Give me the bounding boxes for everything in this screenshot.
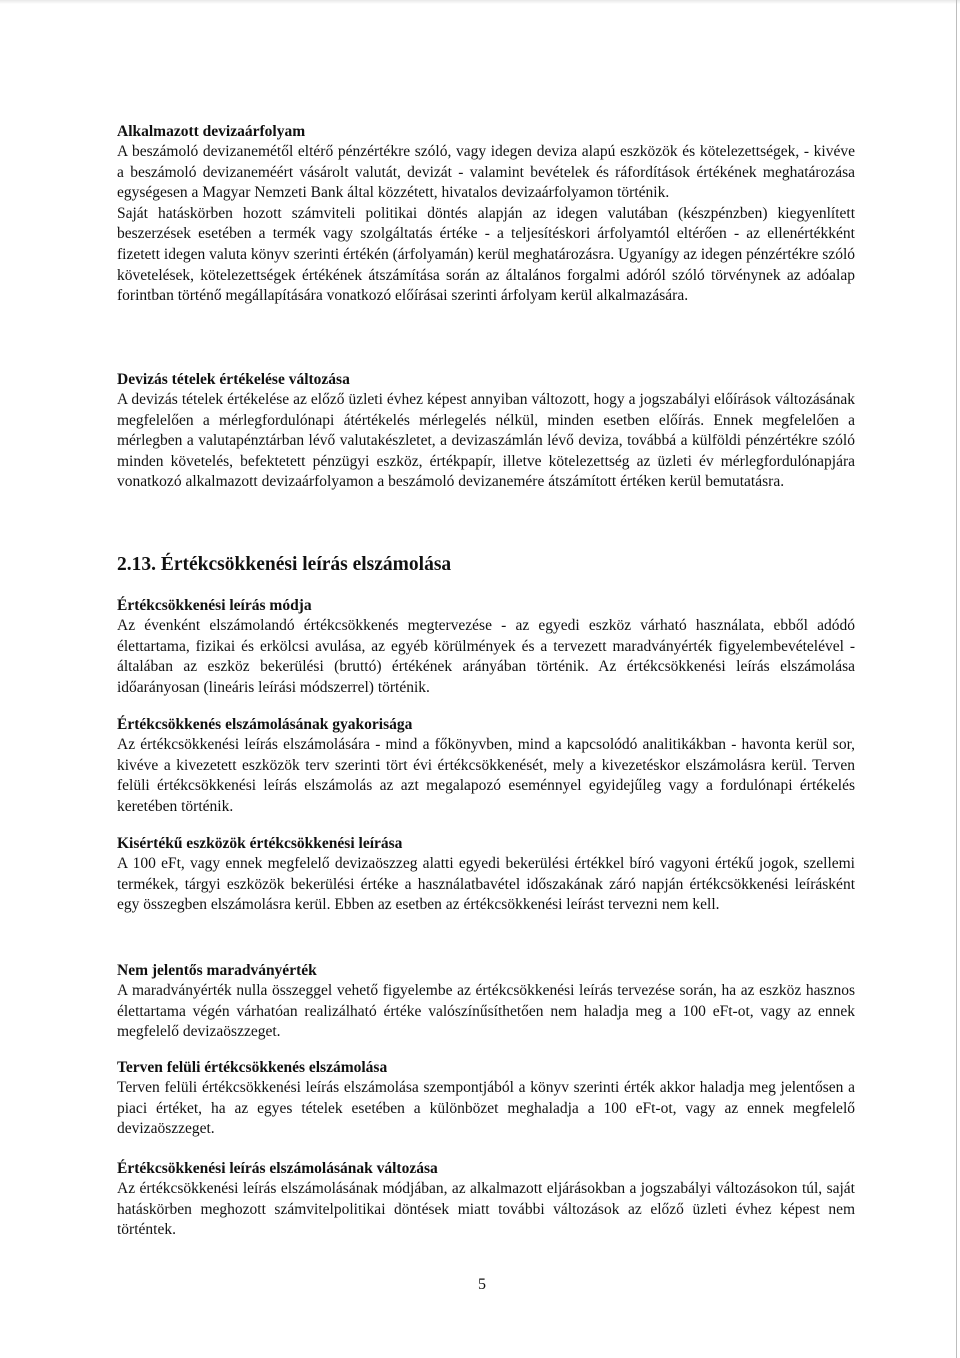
section-paragraph: A maradványérték nulla összeggel vehető figyelembe az értékcsökkenési leírás tervezése során, ha az eszköz hasznos élettartama végén várhatóan realizálható értéke valószínűsíthetően nem haladja meg a 100 eFt-ot, vagy az ennek megfelelő devizaöszzeget. [117, 982, 855, 1041]
section-paragraph: Az értékcsökkenési leírás elszámolására - mind a főkönyvben, mind a kapcsolódó analitikákban - havonta kerül sor, kivéve a kivezetett eszközök terv szerinti tört évi értékcsökkenését, mely a kivezetéskor elszámolásra kerül. Terven felüli értékcsökkenési leírás elszámolás az azt megalapozó eseménnyel egyidejűleg vagy a fordulónapi értékelés keretében történik. [117, 736, 855, 815]
section-depreciation-method [117, 596, 855, 698]
scan-edge-top [0, 0, 960, 4]
section-paragraph: Az évenként elszámolandó értékcsökkenés megtervezése - az egyedi eszköz várható használata, ebből adódó élettartama, fizikai és erkölcsi avulása, az egyéb körülmények és a tervezett maradványérték figyelembevételével - általában az eszköz bekerülési (bruttó) értékének arányában történik. Az értékcsökkenési leírás elszámolása időarányosan (lineáris leírási módszerrel) történik. [117, 617, 855, 696]
section-heading: Devizás tételek értékelése változása [117, 371, 350, 388]
chapter-heading: 2.13. Értékcsökkenési leírás elszámolása [117, 554, 452, 575]
chapter-2-13 [117, 553, 855, 577]
section-heading: Értékcsökkenés elszámolásának gyakorisága [117, 716, 413, 733]
section-extraordinary-depreciation [117, 1058, 855, 1140]
section-low-value-assets [117, 834, 855, 916]
section-heading: Kisértékű eszközök értékcsökkenési leírása [117, 835, 403, 852]
page-number: 5 [478, 1276, 486, 1293]
section-depreciation-change [117, 1159, 855, 1241]
section-fx-valuation-change [117, 370, 855, 493]
section-paragraph: Az értékcsökkenési leírás elszámolásának módjában, az alkalmazott eljárásokban a jogszabályi változásokon túl, saját hatáskörben meghozott számvitelpolitikai döntések miatt további változások az előző üzleti évhez képest nem történtek. [117, 1180, 855, 1239]
section-depreciation-frequency [117, 715, 855, 817]
section-paragraph: A 100 eFt, vagy ennek megfelelő devizaöszzeg alatti egyedi bekerülési értékkel bíró vagyoni értékű jogok, szellemi termékek, tárgyi eszközök bekerülési értéke a használatbavétel időszakának záró napján értékcsökkenési leírásként egy összegben elszámolásra kerül. Ebben az esetben az értékcsökkenési leírást tervezni nem kell. [117, 855, 855, 914]
section-paragraph: Terven felüli értékcsökkenési leírás elszámolása szempontjából a könyv szerinti érték akkor haladja meg jelentősen a piaci értéket, ha az egyes tételek esetében a különbözet meghaladja a 100 eFt-ot, vagy az ennek megfelelő devizaöszzeget. [117, 1079, 855, 1138]
section-applied-exchange-rate [117, 122, 855, 307]
section-paragraph: A devizás tételek értékelése az előző üzleti évhez képest annyiban változott, hogy a jogszabályi előírások változásának megfelelően a mérlegfordulónapi átértékelés mérlegelés nélkül, minden esetben előírás. Ennek megfelelően a mérlegben a valutapénztárban lévő valutakészletet, a devizaszámlán lévő deviza, továbbá a külföldi pénzértékre szóló minden követelés, befektetett pénzügyi eszköz, értékpapír, illetve kötelezettség az üzleti év mérlegfordulónapjára vonatkozó alkalmazott devizaárfolyamon a beszámoló devizanemére átszámított értéken kerül bemutatásra. [117, 391, 855, 491]
section-heading: Terven felüli értékcsökkenés elszámolása [117, 1059, 388, 1076]
section-heading: Alkalmazott devizaárfolyam [117, 123, 306, 140]
section-paragraph: A beszámoló devizanemétől eltérő pénzértékre szóló, vagy idegen deviza alapú eszközök és kötelezettségek, - kivéve a beszámoló devizaneméért vásárolt valutát, devizát - valamint bevételek és ráfordítások értékének meghatározása egységesen a Magyar Nemzeti Bank által közzétett, hivatalos devizaárfolyamon történik. [117, 143, 855, 202]
section-residual-value [117, 961, 855, 1043]
scan-edge-right [956, 0, 957, 1358]
section-heading: Értékcsökkenési leírás módja [117, 597, 312, 614]
section-heading: Nem jelentős maradványérték [117, 962, 317, 979]
section-heading: Értékcsökkenési leírás elszámolásának változása [117, 1160, 438, 1177]
section-paragraph: Saját hatáskörben hozott számviteli politikai döntés alapján az idegen valutában (készpénzben) kiegyenlített beszerzések esetében a termék vagy szolgáltatás értéke - a teljesítéskori árfolyamtól eltérően - az ellenértékként fizetett idegen valuta könyv szerinti értékén (árfolyamán) kerül meghatározásra. Ugyanígy az idegen pénzértékre szóló követelések, kötelezettségek értékének átszámítása során az általános forgalmi adóról szóló törvénynek az adóalap forintban történő megállapítására vonatkozó előírásai szerinti árfolyam kerül alkalmazására. [117, 204, 855, 305]
